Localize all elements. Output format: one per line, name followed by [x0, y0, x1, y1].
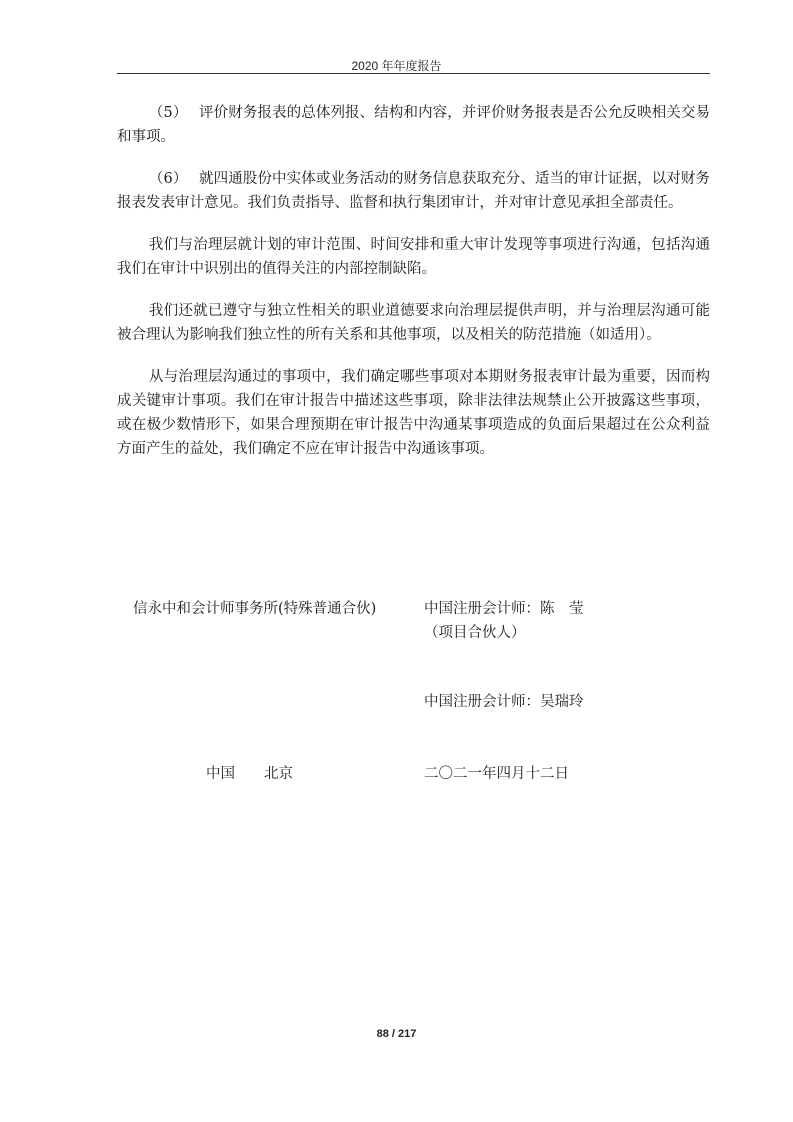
item-number: （6）	[148, 171, 188, 187]
cpa-signature-2: 中国注册会计师：吴瑞玲	[424, 694, 584, 710]
header-divider	[117, 73, 710, 74]
signing-date: 二〇二一年四月十二日	[424, 766, 569, 782]
paragraph-item-5	[117, 101, 710, 149]
paragraph-text: 就四通股份中实体或业务活动的财务信息获取充分、适当的审计证据，以对财务报表发表审计意见。我们负责指导、监督和执行集团审计，并对审计意见承担全部责任。	[117, 171, 711, 211]
cpa-role-partner: （项目合伙人）	[424, 625, 526, 641]
report-body	[117, 101, 710, 479]
paragraph-item-6	[117, 167, 710, 215]
paragraph-text: 从与治理层沟通过的事项中，我们确定哪些事项对本期财务报表审计最为重要，因而构成关键审计事项。我们在审计报告中描述这些事项，除非法律法规禁止公开披露这些事项，或在极少数情形下，如果合理预期在审计报告中沟通某事项造成的负面后果超过在公众利益方面产生的益处，我们确定不应在审计报告中沟通该事项。	[117, 369, 710, 457]
paragraph-independence	[117, 299, 710, 347]
cpa-signature-1: 中国注册会计师：陈 莹	[424, 601, 584, 617]
paragraph-text: 我们与治理层就计划的审计范围、时间安排和重大审计发现等事项进行沟通，包括沟通我们在审计中识别出的值得关注的内部控制缺陷。	[117, 237, 710, 277]
page-header-title: 2020 年年度报告	[351, 59, 442, 73]
paragraph-key-audit-matters	[117, 365, 710, 461]
page-number: 88 / 217	[376, 1028, 417, 1040]
paragraph-text: 我们还就已遵守与独立性相关的职业道德要求向治理层提供声明，并与治理层沟通可能被合理认为影响我们独立性的所有关系和其他事项，以及相关的防范措施（如适用）。	[117, 303, 710, 343]
paragraph-communication	[117, 233, 710, 281]
firm-name: 信永中和会计师事务所(特殊普通合伙)	[133, 601, 377, 617]
item-number: （5）	[148, 105, 188, 121]
paragraph-text: 评价财务报表的总体列报、结构和内容，并评价财务报表是否公允反映相关交易和事项。	[117, 105, 711, 145]
signing-location: 中国 北京	[206, 766, 293, 782]
